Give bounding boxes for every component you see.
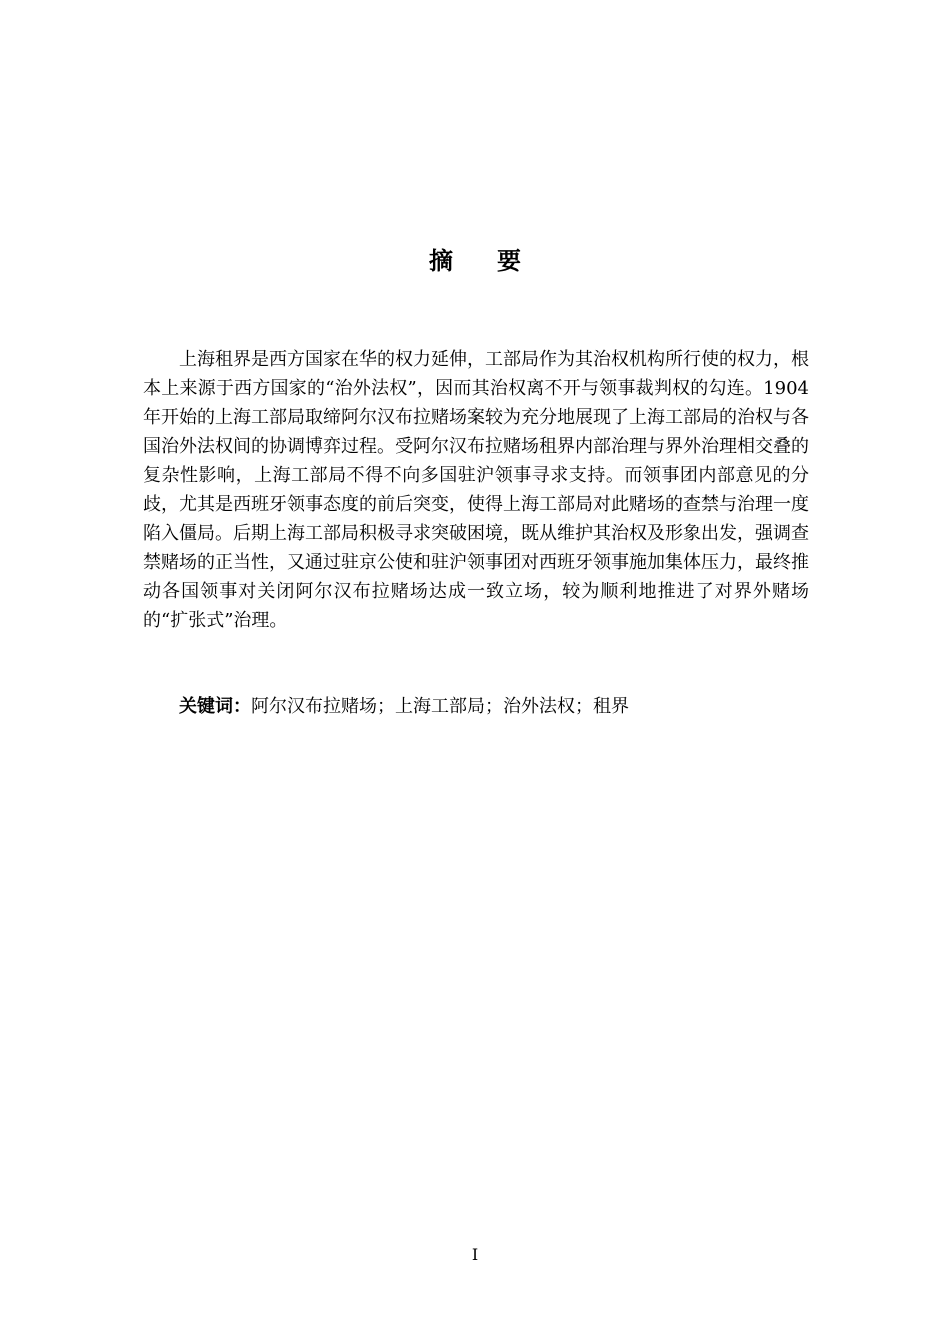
page-number: I	[471, 1245, 479, 1264]
keywords-line	[179, 692, 809, 721]
keywords-text: 阿尔汉布拉赌场；上海工部局；治外法权；租界	[251, 696, 629, 717]
keywords-label: 关键词：	[179, 696, 251, 717]
abstract-body: 上海租界是西方国家在华的权力延伸，工部局作为其治权机构所行使的权力，根本上来源于西方国家的“治外法权”，因而其治权离不开与领事裁判权的勾连。1904年开始的上海工部局取缔阿尔汉布拉赌场案较为充分地展现了上海工部局的治权与各国治外法权间的协调博弈过程。受阿尔汉布拉赌场租界内部治理与界外治理相交叠的复杂性影响，上海工部局不得不向多国驻沪领事寻求支持。而领事团内部意见的分歧，尤其是西班牙领事态度的前后突变，使得上海工部局对此赌场的查禁与治理一度陷入僵局。后期上海工部局积极寻求突破困境，既从维护其治权及形象出发，强调查禁赌场的正当性，又通过驻京公使和驻沪领事团对西班牙领事施加集体压力，最终推动各国领事对关闭阿尔汉布拉赌场达成一致立场，较为顺利地推进了对界外赌场的“扩张式”治理。	[143, 349, 809, 631]
page-title: 摘要	[429, 247, 565, 275]
